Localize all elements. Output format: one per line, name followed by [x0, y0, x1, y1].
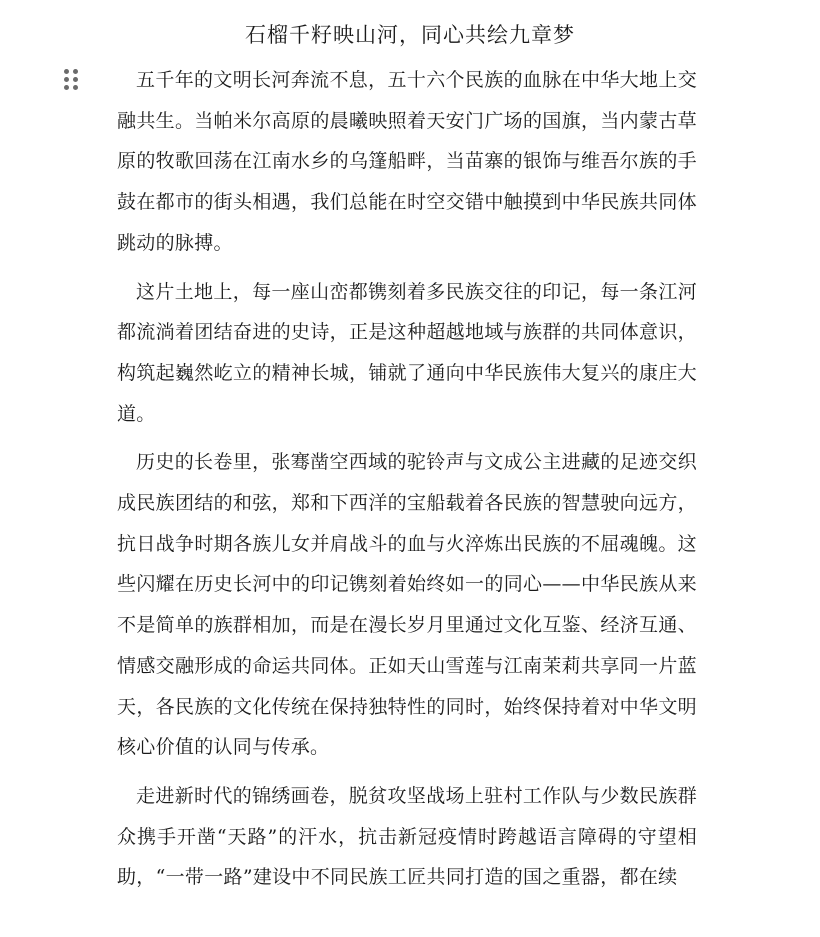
document-title: 石榴千籽映山河，同心共绘九章梦: [245, 23, 575, 47]
paragraph[interactable]: 这片土地上，每一座山峦都镌刻着多民族交往的印记，每一条江河都流淌着团结奋进的史诗，正是这种超越地域与族群的共同体意识，构筑起巍然屹立的精神长城，铺就了通向中华民族伟大复兴的康庄大道。: [117, 280, 697, 425]
paragraph[interactable]: 历史的长卷里，张骞凿空西域的驼铃声与文成公主进藏的足迹交织成民族团结的和弦，郑和下西洋的宝船载着各民族的智慧驶向远方，抗日战争时期各族儿女并肩战斗的血与火淬炼出民族的不屈魂魄。这些闪耀在历史长河中的印记镌刻着始终如一的同心——中华民族从来不是简单的族群相加，而是在漫长岁月里通过文化互鉴、经济互通、情感交融形成的命运共同体。正如天山雪莲与江南茉莉共享同一片蓝天，各民族的文化传统在保持独特性的同时，始终保持着对中华文明核心价值的认同与传承。: [117, 451, 697, 759]
paragraph[interactable]: 五千年的文明长河奔流不息，五十六个民族的血脉在中华大地上交融共生。当帕米尔高原的晨曦映照着天安门广场的国旗，当内蒙古草原的牧歌回荡在江南水乡的乌篷船畔，当苗寨的银饰与维吾尔族的手鼓在都市的街头相遇，我们总能在时空交错中触摸到中华民族共同体跳动的脉搏。: [117, 69, 697, 254]
paragraph[interactable]: 走进新时代的锦绣画卷，脱贫攻坚战场上驻村工作队与少数民族群众携手开凿“天路”的汗水，抗击新冠疫情时跨越语言障碍的守望相助，“一带一路”建设中不同民族工匠共同打造的国之重器，都在续: [117, 784, 697, 889]
drag-handle-icon[interactable]: [64, 69, 80, 91]
document-body[interactable]: [117, 60, 697, 906]
